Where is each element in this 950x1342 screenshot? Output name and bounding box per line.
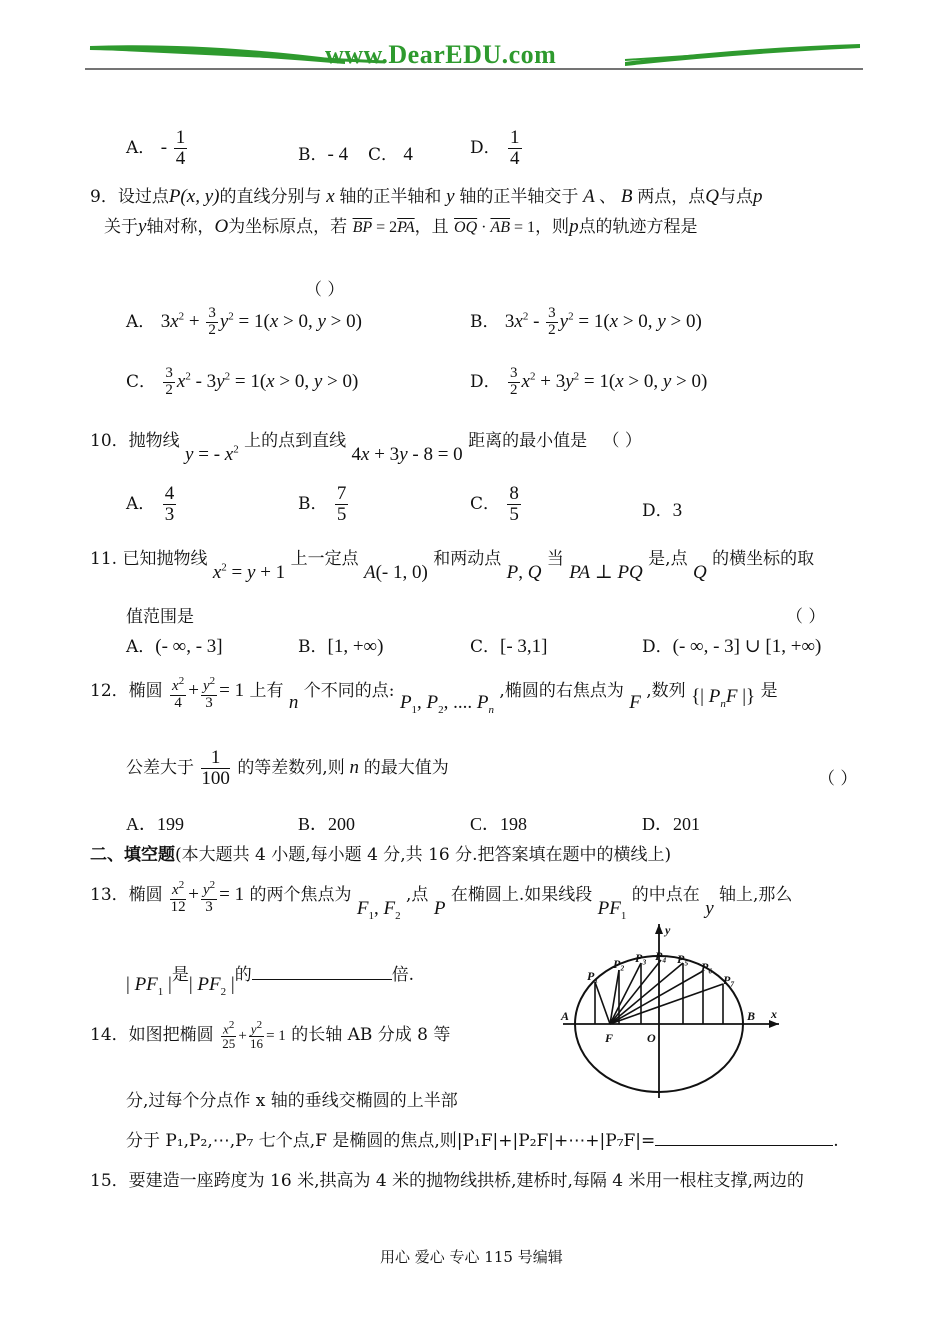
question-text: 上有 [249,681,284,701]
option-label: D． [470,137,501,158]
question-number: 10．抛物线 [90,431,180,451]
fraction-numerator: 1 [175,127,186,148]
option-value: (- ∞, - 3] [155,636,223,657]
axis-label-y: y [665,923,671,937]
q13-line1 [90,879,793,922]
q12-line2 [126,748,449,789]
q9-option-b [470,306,702,339]
answer-bracket: （ ） [602,431,642,451]
q11-line1 [90,544,815,583]
question-text: 的最大值为 [363,757,449,778]
fraction-denominator: 3 [164,503,175,525]
fraction-denominator: 4 [174,694,182,711]
option-value: (- ∞, - 3] ∪ [1, +∞) [672,636,822,657]
option-label: B． [298,637,328,657]
question-text: 的长轴 AB 分成 8 等 [291,1025,451,1045]
question-text: 是,点 [648,549,688,569]
fraction-numerator: $x^2$ [172,879,185,898]
fraction [163,366,175,399]
fraction [507,484,521,525]
math-inline: O [214,216,229,237]
fraction-numerator: 1 [510,127,520,148]
question-text: 是 [171,965,189,985]
math-inline: | $PF_2$ | [188,974,235,998]
math-inline: $y^2 = 1(x > 0$, y > 0) [559,310,702,332]
fraction-denominator: 5 [509,503,519,525]
math-inline: A [578,186,600,207]
point-label-p2: P₂ [613,957,625,971]
footer-text: 用心 爱心 专心 115 号编辑 [380,1248,563,1266]
math-inline: $\overline{PA}$ [397,219,415,236]
fraction [206,306,218,339]
option-label: D． [470,371,501,392]
math-inline: A(- 1, 0) [363,562,428,583]
question-text: 上的点到直线 [244,431,347,451]
option-label: B． [298,493,328,514]
fraction-numerator: 1 [201,748,230,769]
math-inline: B [616,186,638,207]
math-inline: + [238,1028,247,1044]
question-text: ,椭圆的右焦点为 [499,681,624,701]
question-text: 的 [234,965,252,985]
math-inline: p [752,186,763,207]
math-inline: y = - $x^2$ [185,443,239,465]
option-label: C． [126,371,157,392]
q10-line1 [90,426,642,465]
fraction-numerator: 3 [510,365,518,381]
answer-blank[interactable] [252,979,392,980]
question-text: 的横坐标的取 [712,549,815,569]
fraction-numerator: $y^2$ [250,1019,263,1037]
fraction-numerator: 4 [164,483,175,504]
q13-line2 [126,960,415,998]
fraction [163,484,177,525]
q10-option-b [298,484,350,525]
question-text: 是 [760,681,778,701]
fraction-denominator: 5 [336,503,347,525]
math-inline: $F_1$, $F_2$ [356,898,401,922]
fraction-denominator: 2 [208,321,216,338]
fraction [508,366,520,399]
point-label-p6: P₆ [701,960,713,974]
fraction-numerator: $x^2$ [172,675,185,694]
fraction-denominator: 3 [205,898,213,915]
math-inline: y [705,898,714,919]
fraction-numerator: $x^2$ [223,1019,235,1037]
option-label: D． [642,501,673,521]
option-label: A． [126,137,156,158]
q11-option-b [298,632,383,658]
question-text: 的中点在 [631,885,700,905]
option-label: A． [126,311,156,332]
question-text: 轴的正半轴和 [339,187,442,207]
question-text: 的两个焦点为 [249,885,352,905]
point-label-p4: P₄ [655,949,667,963]
question-text: 点的轨迹方程是 [578,217,698,237]
point-label-p3: P₃ [635,951,647,965]
axis-label-x: x [771,1007,777,1021]
math-inline: Q [692,562,707,583]
math-inline: $y^2 = 1(x > 0$, y > 0) [219,310,362,332]
fraction-denominator: 2 [510,381,518,398]
fraction [201,748,230,789]
fraction [335,484,349,525]
math-inline: x [321,186,340,207]
q11-option-c [470,632,548,658]
math-inline: P, Q [506,562,542,583]
fraction-denominator: 4 [510,147,520,169]
math-inline: = 1 [219,680,245,701]
question-text: 分于 P₁,P₂,⋯,P₇ 七个点,F 是椭圆的焦点,则|P₁F|+|P₂F|+⋯+|P₇F|= [126,1131,656,1151]
option-value: 3 [672,500,683,521]
question-text: 上一定点 [290,549,359,569]
math-inline: $\overline{AB}$ [490,219,511,236]
option-value: - [160,136,172,158]
question-text: 分,过每个分点作 x 轴的垂线交椭圆的上半部 [126,1091,458,1111]
math-inline: $3x^2$ + [160,310,205,332]
question-text: 个不同的点: [303,681,395,701]
q10-option-a [126,484,178,525]
question-text: 倍. [391,965,415,985]
math-inline: y [441,186,460,207]
question-text: 与点 [718,187,753,207]
option-value: - 4 [327,144,349,165]
point-label-o: O [647,1031,656,1045]
math-inline: $3x^2$ - [504,310,545,332]
option-label: A． [126,637,156,657]
question-text: 轴对称， [146,217,215,237]
point-label-p5: P₅ [677,952,689,966]
question-text: 、 [599,187,617,207]
fraction-denominator: 4 [175,147,186,169]
fraction-denominator: 12 [170,898,186,915]
math-inline: | $PF_1$ | [126,974,172,998]
header-logo-text: www.DearEDU.com [325,40,557,69]
math-inline: + [188,680,199,701]
fraction [221,1020,236,1051]
fraction [174,128,188,169]
q12-line1 [90,675,778,716]
fraction-numerator: $y^2$ [202,879,216,898]
math-inline: Q [705,186,719,207]
point-label-p1: P₁ [587,969,599,983]
question-text: 两点，点 [637,187,706,207]
math-inline: $P_1$, $P_2$, .... $P_n$ [399,692,495,716]
fraction-numerator: 8 [509,483,519,504]
q8-option-b [298,140,348,166]
question-text: 距离的最小值是 [468,431,588,451]
question-text: 当 [546,549,564,569]
ellipse-figure [555,918,785,1103]
math-inline: F [629,692,641,713]
option-label: C． [470,637,501,657]
question-number: 13．椭圆 [90,885,163,905]
option-value: [1, +∞) [327,636,384,657]
fraction-numerator: 3 [548,305,556,321]
q11-option-d [642,632,821,658]
option-value: [- 3,1] [500,636,548,657]
math-inline: P(x, y) [168,186,220,207]
q10-option-c [470,484,523,525]
fraction [170,880,186,916]
q8-option-c [368,140,413,166]
q8-option-d [470,128,524,169]
q12-option-c: C．198 [470,814,528,834]
question-text: 轴的正半轴交于 [459,187,579,207]
option-label: C． [368,145,399,165]
question-number: 9．设过点 [90,187,169,207]
question-text: 和两动点 [433,549,502,569]
fraction-denominator: 100 [201,767,230,789]
option-value: 4 [403,144,413,165]
question-text: 的等差数列,则 [237,757,345,778]
q10-option-d [642,496,682,522]
point-label-a: A [561,1009,570,1023]
question-text: ,数列 [646,681,686,701]
question-text: 公差大于 [126,757,194,778]
answer-bracket: （ ） [786,607,826,627]
math-inline: n [344,756,364,778]
math-inline: = 1 [219,884,245,905]
math-inline: 4x + 3y - 8 = 0 [351,444,463,465]
fraction [508,128,522,169]
math-inline: P [433,898,446,919]
question-text: ,点 [406,885,429,905]
fraction [201,880,217,916]
question-text: 为坐标原点，若 [228,217,348,237]
math-inline: + [188,884,199,905]
question-text: 关于 [104,217,138,237]
question-number: 14．如图把椭圆 [90,1025,214,1045]
option-label: C． [470,493,501,514]
answer-bracket: （ ） [305,280,345,300]
q9-line2 [104,212,698,238]
math-inline: $PF_1$ [597,898,627,922]
section-heading [90,840,671,865]
question-text: 的直线分别与 [219,187,322,207]
q9-option-d [470,366,707,399]
section-title: 二、填空题 [90,845,175,865]
math-inline: = 2 [372,219,398,236]
option-label: A． [126,493,156,514]
fraction [170,676,186,712]
question-number: 11. 已知抛物线 [90,549,208,569]
point-label-f: F [605,1031,614,1045]
question-number: 12．椭圆 [90,681,163,701]
section-description: (本大题共 4 小题,每小题 4 分,共 16 分.把答案填在题中的横线上) [175,845,672,865]
fraction-denominator: 16 [249,1036,263,1052]
math-inline: = 1 [510,219,536,236]
fraction-numerator: 7 [336,483,347,504]
math-inline: n [288,692,299,713]
point-label-b: B [747,1009,756,1023]
fraction [249,1020,264,1051]
fraction-denominator: 2 [165,381,173,398]
option-label: B． [470,311,500,332]
math-inline: PA ⊥ PQ [569,562,643,583]
fraction [546,306,558,339]
q9-option-c [126,366,358,399]
math-inline: $x^2 - 3y^2 = 1(x > 0$, y > 0) [176,370,359,392]
q12-option-d: D．201 [642,814,700,834]
option-label: B． [298,145,328,165]
q15-text: 15．要建造一座跨度为 16 米,拱高为 4 米的抛物线拱桥,建桥时,每隔 4 米用一根柱支撑,两边的 [90,1171,804,1191]
question-text: 在椭圆上.如果线段 [450,885,593,905]
fraction-denominator: 25 [222,1036,236,1052]
math-inline: · [477,219,491,236]
question-text: 轴上,那么 [719,885,793,905]
q8-option-a [126,128,189,169]
math-inline: y [138,216,147,237]
answer-blank[interactable] [655,1145,833,1146]
question-text: ，则 [535,217,570,237]
q12-option-b: B．200 [298,814,356,834]
fraction-denominator: 3 [205,694,213,711]
q11-option-a [126,632,223,658]
q9-line1 [90,182,762,208]
q12-option-a: A．199 [126,814,184,834]
option-label: D． [642,637,673,657]
question-text: . [833,1131,839,1151]
math-inline: p [569,216,579,237]
fraction-numerator: $y^2$ [202,675,216,694]
fraction [201,676,217,712]
math-inline: $\overline{OQ}$ [454,219,478,236]
question-text: ，且 [414,217,449,237]
math-inline: $x^2 = y + 1$ [212,561,286,583]
math-inline: = 1 [266,1028,286,1044]
math-inline: $\overline{BP}$ [352,219,373,236]
math-inline: {| $P_nF$ |} [691,686,756,710]
point-label-p7: P₇ [723,973,735,987]
fraction-numerator: 3 [165,365,173,381]
q9-option-a [126,306,362,339]
q14-line1 [90,1020,450,1051]
math-inline: $x^2 + 3y^2 = 1(x > 0$, y > 0) [521,370,708,392]
answer-bracket: （ ） [818,769,858,789]
q14-line3 [126,1126,839,1151]
fraction-numerator: 3 [208,305,216,321]
fraction-denominator: 2 [548,321,556,338]
question-text: 值范围是 [126,607,194,627]
